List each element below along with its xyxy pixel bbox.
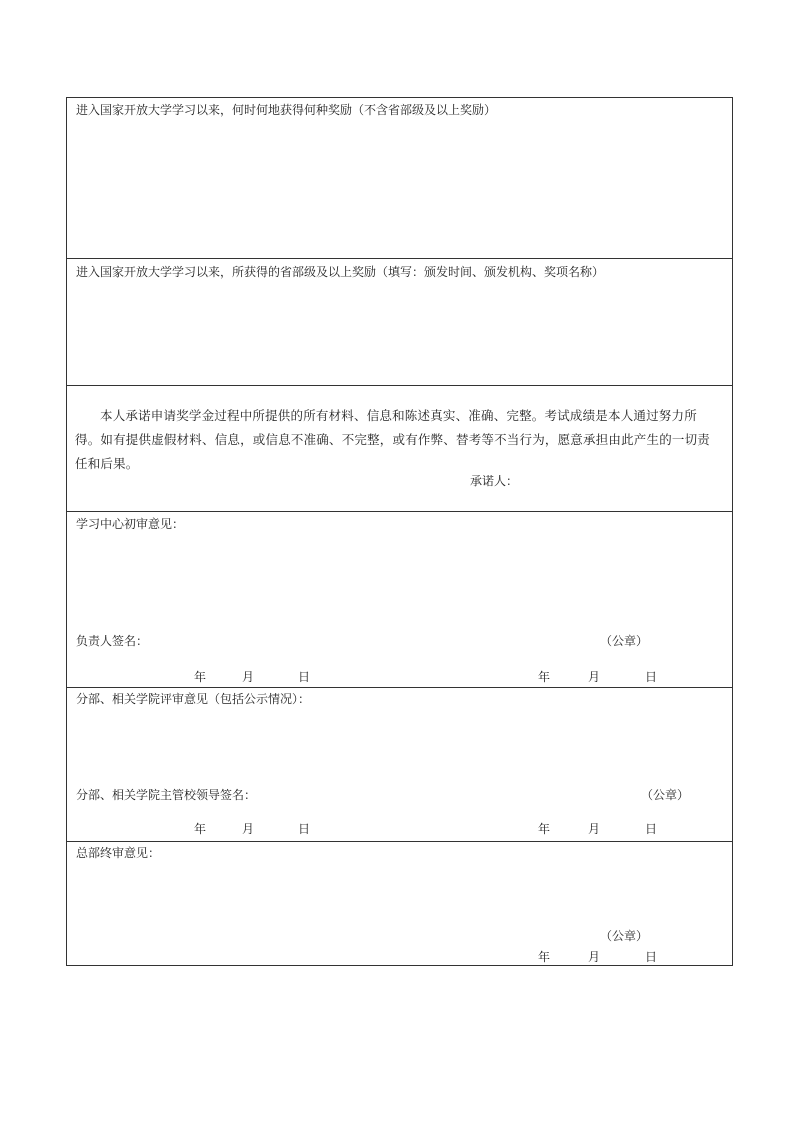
date-month: 月 <box>588 950 601 964</box>
pledge-signer-label: 承诺人： <box>470 474 519 488</box>
pledge-text: 本人承诺申请奖学金过程中所提供的所有材料、信息和陈述真实、准确、完整。考试成绩是本人通过努力所得。如有提供虚假材料、信息，或信息不准确、不完整，或有作弊、替考等不当行为，愿意承担由此产生的一切责任和后果。 <box>75 408 711 471</box>
date-day: 日 <box>645 670 658 684</box>
date-year: 年 <box>538 670 551 684</box>
date-day: 日 <box>298 670 311 684</box>
hq-review-section <box>67 842 732 967</box>
center-seal-label: （公章） <box>600 634 649 648</box>
center-signature-label: 负责人签名： <box>76 634 149 648</box>
date-month: 月 <box>588 822 601 836</box>
awards-provincial-label: 进入国家开放大学学习以来，所获得的省部级及以上奖励（填写：颁发时间、颁发机构、奖项名称） <box>76 265 605 279</box>
hq-review-label: 总部终审意见： <box>76 846 161 860</box>
date-year: 年 <box>538 822 551 836</box>
date-day: 日 <box>298 822 311 836</box>
awards-provincial-section <box>67 259 732 386</box>
branch-date-right <box>67 820 734 836</box>
center-review-section <box>67 512 732 688</box>
pledge-section <box>67 386 732 512</box>
date-year: 年 <box>538 950 551 964</box>
date-year: 年 <box>194 822 207 836</box>
date-day: 日 <box>645 822 658 836</box>
date-month: 月 <box>242 822 255 836</box>
application-form-table <box>66 97 733 966</box>
branch-signature-label: 分部、相关学院主管校领导签名： <box>76 788 257 802</box>
date-month: 月 <box>242 670 255 684</box>
awards-general-section <box>67 98 732 259</box>
center-review-label: 学习中心初审意见： <box>76 517 185 531</box>
branch-review-label: 分部、相关学院评审意见（包括公示情况）： <box>76 692 311 706</box>
hq-seal-label: （公章） <box>600 929 649 943</box>
center-date-right <box>67 668 734 684</box>
date-month: 月 <box>588 670 601 684</box>
branch-seal-label: （公章） <box>641 788 690 802</box>
date-year: 年 <box>194 670 207 684</box>
branch-review-section <box>67 688 732 842</box>
awards-general-label: 进入国家开放大学学习以来，何时何地获得何种奖励（不含省部级及以上奖励） <box>76 103 497 117</box>
date-day: 日 <box>645 950 658 964</box>
hq-date-right <box>67 948 734 964</box>
